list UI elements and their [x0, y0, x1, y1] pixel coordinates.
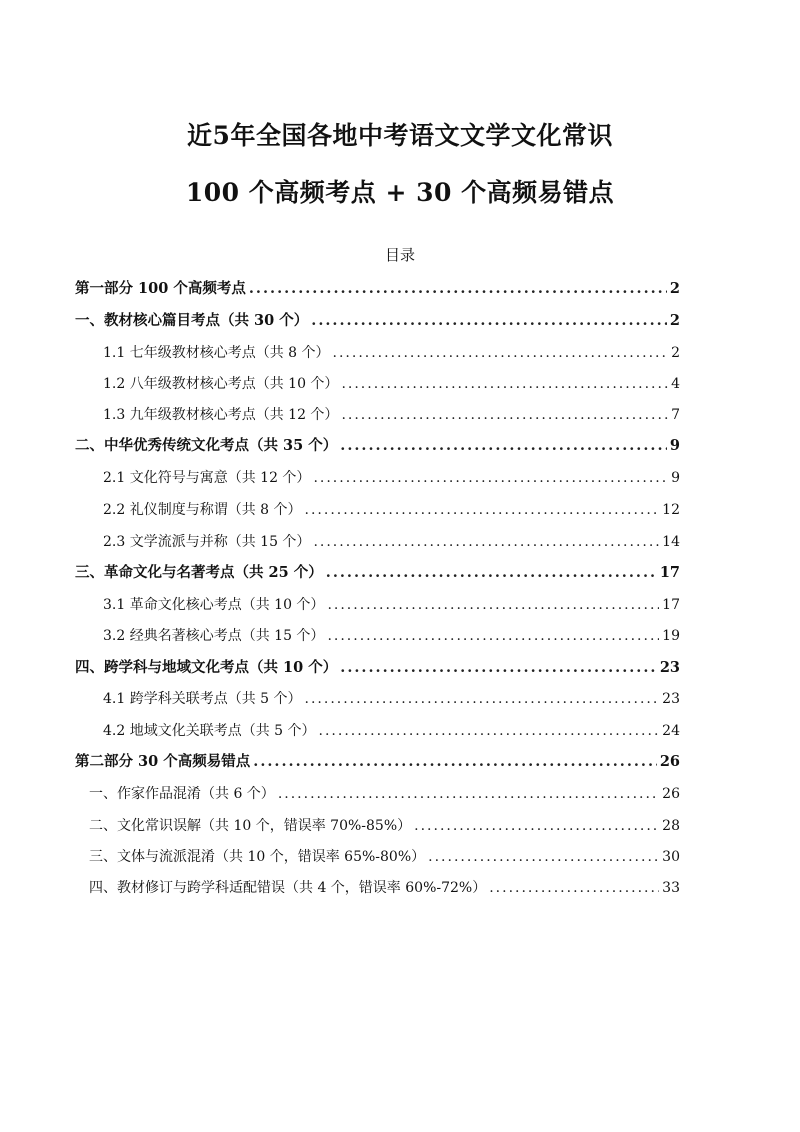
- toc-entry-page: 23: [662, 691, 680, 707]
- toc-entry-section-2[interactable]: [75, 433, 680, 455]
- toc-entry-error-3[interactable]: [89, 844, 680, 866]
- toc-entry-4-2[interactable]: [103, 718, 680, 740]
- toc-entry-page: 4: [671, 376, 680, 392]
- toc-entry-page: 26: [659, 753, 680, 770]
- toc-entry-section-4[interactable]: [75, 655, 680, 677]
- toc-entry-1-1[interactable]: [103, 340, 680, 362]
- toc-entry-label: 3.1 革命文化核心考点（共 10 个）: [103, 597, 325, 613]
- toc-entry-page: 2: [669, 312, 680, 329]
- toc-entry-part2[interactable]: [75, 749, 680, 771]
- toc-entry-page: 28: [662, 818, 680, 834]
- toc-leader: [327, 627, 659, 645]
- toc-leader: [327, 596, 659, 614]
- toc-entry-page: 9: [671, 470, 680, 486]
- toc-entry-page: 2: [671, 345, 680, 361]
- toc-entry-1-2[interactable]: [103, 371, 680, 393]
- toc-entry-label: 4.1 跨学科关联考点（共 5 个）: [103, 691, 302, 707]
- toc-entry-label: 1.3 九年级教材核心考点（共 12 个）: [103, 407, 339, 423]
- toc-leader: [341, 375, 668, 393]
- document-subtitle: 100 个高频考点 + 30 个高频易错点: [185, 178, 615, 207]
- toc-leader: [326, 564, 657, 582]
- toc-entry-page: 26: [662, 786, 680, 802]
- toc-entry-label: 第二部分 30 个高频易错点: [75, 753, 251, 770]
- toc-leader: [305, 501, 660, 519]
- toc-entry-label: 二、文化常识误解（共 10 个，错误率 70%-85%）: [89, 818, 412, 834]
- toc-leader: [333, 344, 669, 362]
- toc-entry-part1[interactable]: [75, 276, 680, 298]
- toc-entry-label: 1.2 八年级教材核心考点（共 10 个）: [103, 376, 339, 392]
- document-title: 近5年全国各地中考语文文学文化常识: [187, 121, 613, 150]
- toc-entry-label: 一、作家作品混淆（共 6 个）: [89, 786, 275, 802]
- toc-entry-page: 2: [669, 280, 680, 297]
- toc-entry-4-1[interactable]: [103, 686, 680, 708]
- toc-entry-page: 30: [662, 849, 680, 865]
- toc-entry-error-1[interactable]: [89, 781, 680, 803]
- toc-entry-label: 1.1 七年级教材核心考点（共 8 个）: [103, 345, 330, 361]
- toc-entry-3-2[interactable]: [103, 623, 680, 645]
- toc-entry-label: 2.3 文学流派与并称（共 15 个）: [103, 534, 311, 550]
- toc-entry-page: 9: [669, 437, 680, 454]
- toc-entry-section-3[interactable]: [75, 560, 680, 582]
- toc-leader: [414, 817, 659, 835]
- toc-entry-3-1[interactable]: [103, 592, 680, 614]
- toc-entry-page: 17: [662, 597, 680, 613]
- toc-heading: 目录: [384, 246, 415, 264]
- toc-entry-2-1[interactable]: [103, 465, 680, 487]
- toc-entry-label: 一、教材核心篇目考点（共 30 个）: [75, 312, 309, 329]
- toc-entry-2-2[interactable]: [103, 497, 680, 519]
- toc-entry-section-1[interactable]: [75, 308, 680, 330]
- toc-leader: [311, 312, 667, 330]
- toc-leader: [340, 659, 657, 677]
- toc-entry-label: 四、跨学科与地域文化考点（共 10 个）: [75, 659, 338, 676]
- toc-entry-page: 7: [671, 407, 680, 423]
- toc-leader: [313, 533, 659, 551]
- toc-entry-label: 三、革命文化与名著考点（共 25 个）: [75, 564, 323, 581]
- toc-entry-error-4[interactable]: [89, 875, 680, 897]
- toc-entry-page: 23: [659, 659, 680, 676]
- toc-entry-page: 19: [662, 628, 680, 644]
- toc-entry-page: 12: [662, 502, 680, 518]
- toc-entry-page: 17: [659, 564, 680, 581]
- toc-entry-error-2[interactable]: [89, 813, 680, 835]
- toc-entry-label: 三、文体与流派混淆（共 10 个，错误率 65%-80%）: [89, 849, 426, 865]
- toc-entry-label: 四、教材修订与跨学科适配错误（共 4 个，错误率 60%-72%）: [89, 880, 487, 896]
- toc-leader: [341, 406, 668, 424]
- toc-entry-page: 33: [662, 880, 680, 896]
- toc-leader: [278, 785, 659, 803]
- toc-leader: [305, 690, 660, 708]
- toc-entry-page: 24: [662, 723, 680, 739]
- toc-leader: [319, 722, 660, 740]
- toc-leader: [313, 469, 668, 487]
- toc-entry-page: 14: [662, 534, 680, 550]
- toc-entry-2-3[interactable]: [103, 529, 680, 551]
- toc-entry-label: 3.2 经典名著核心考点（共 15 个）: [103, 628, 325, 644]
- toc-leader: [249, 280, 667, 298]
- toc-entry-label: 二、中华优秀传统文化考点（共 35 个）: [75, 437, 338, 454]
- toc-entry-label: 第一部分 100 个高频考点: [75, 280, 246, 297]
- toc-leader: [489, 879, 659, 897]
- toc-entry-1-3[interactable]: [103, 402, 680, 424]
- toc-entry-label: 4.2 地域文化关联考点（共 5 个）: [103, 723, 316, 739]
- toc-leader: [340, 437, 667, 455]
- toc-leader: [253, 753, 657, 771]
- toc-leader: [428, 848, 659, 866]
- toc-entry-label: 2.2 礼仪制度与称谓（共 8 个）: [103, 502, 302, 518]
- toc-entry-label: 2.1 文化符号与寓意（共 12 个）: [103, 470, 311, 486]
